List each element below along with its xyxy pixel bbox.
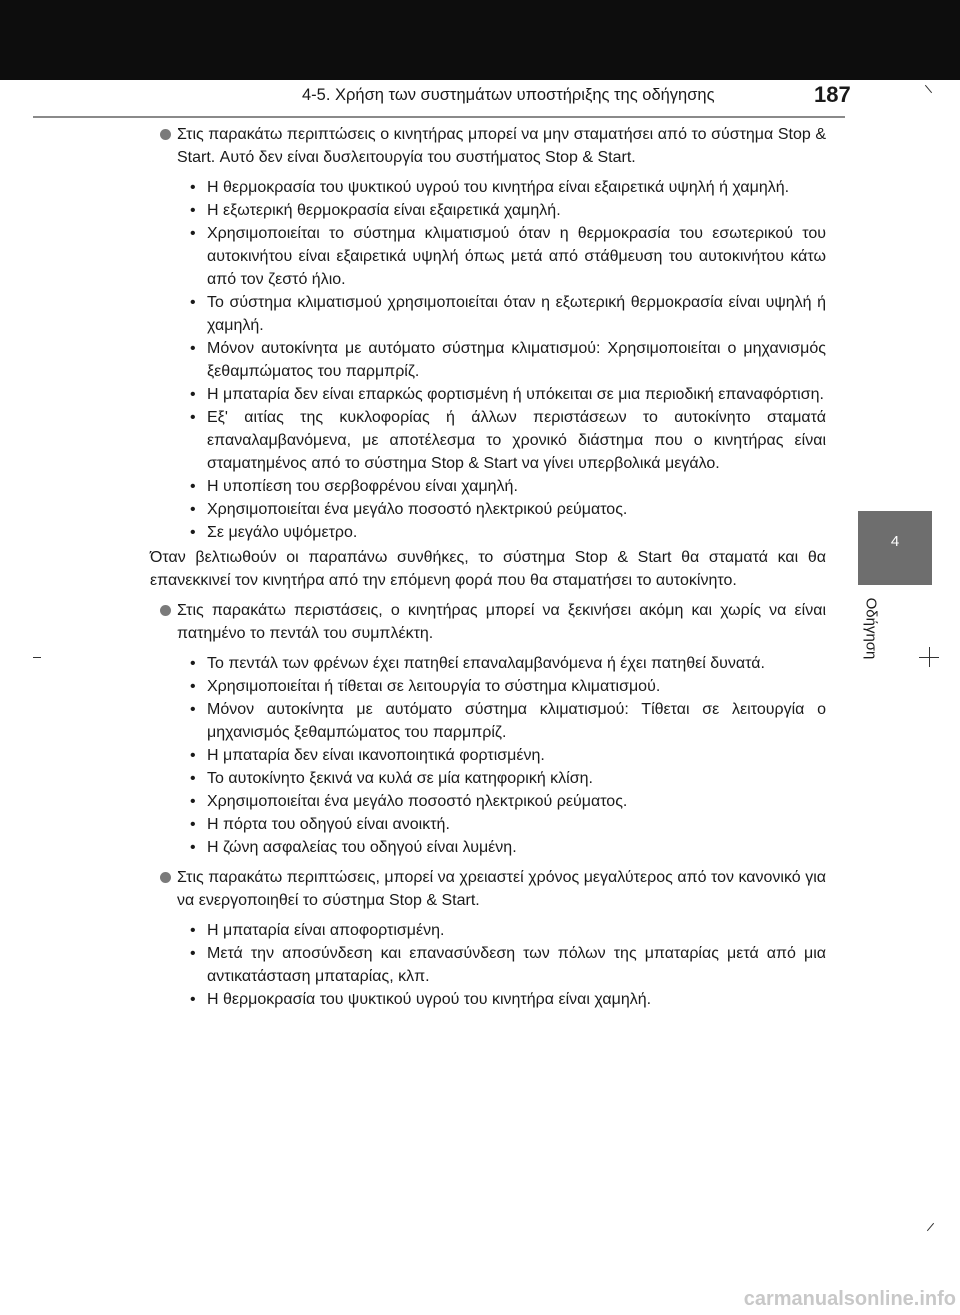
- chapter-label: Οδήγηση: [862, 597, 880, 660]
- list-item: • Χρησιμοποιείται το σύστημα κλιματισμού όταν η θερμοκρασία του εσωτερικού του αυτοκινήτου είναι εξαιρετικά υψηλή όπως μετά από στάθμευση του αυτοκινήτου κάτω από τον ζεστό ήλιο.: [190, 225, 826, 288]
- section-intro: Στις παρακάτω περιπτώσεις ο κινητήρας μπορεί να μην σταματήσει από το σύστημα Stop & Start. Αυτό δεν είναι δυσλειτουργία του συστήματος Stop & Start.: [177, 126, 826, 166]
- section-1: [150, 123, 826, 592]
- list-item: • Μετά την αποσύνδεση και επανασύνδεση των πόλων της μπαταρίας μετά από μια αντικατάσταση μπαταρίας, κλπ.: [190, 945, 826, 985]
- header-divider: [33, 116, 845, 118]
- watermark: carmanualsonline.info: [743, 1288, 956, 1310]
- page-number: 187: [814, 82, 851, 107]
- section-intro: Στις παρακάτω περιστάσεις, ο κινητήρας μπορεί να ξεκινήσει ακόμη και χωρίς να είναι πατημένο το πεντάλ του συμπλέκτη.: [177, 602, 826, 642]
- list-item: • Μόνον αυτοκίνητα με αυτόματο σύστημα κλιματισμού: Χρησιμοποιείται ο μηχανισμός ξεθαμπώματος του παρμπρίζ.: [190, 340, 826, 380]
- list-item: • Η ζώνη ασφαλείας του οδηγού είναι λυμένη.: [190, 839, 517, 856]
- list-item: • Η μπαταρία είναι αποφορτισμένη.: [190, 922, 445, 939]
- condition-list: [177, 919, 826, 1011]
- chapter-tab: [858, 511, 932, 585]
- list-item: • Η μπαταρία δεν είναι επαρκώς φορτισμένη ή υπόκειται σε μια περιοδική επαναφόρτιση.: [190, 386, 824, 403]
- crop-mark: [927, 1223, 934, 1231]
- section-outro: Όταν βελτιωθούν οι παραπάνω συνθήκες, το σύστημα Stop & Start θα σταματά και θα επανεκκινεί τον κινητήρα από την επόμενη φορά που θα σταματήσει το αυτοκίνητο.: [150, 549, 826, 589]
- list-item: • Η υποπίεση του σερβοφρένου είναι χαμηλή.: [190, 478, 518, 495]
- list-item: • Το αυτοκίνητο ξεκινά να κυλά σε μία κατηφορική κλίση.: [190, 770, 593, 787]
- list-item: • Η πόρτα του οδηγού είναι ανοικτή.: [190, 816, 450, 833]
- round-bullet-icon: [160, 605, 171, 616]
- section-intro: Στις παρακάτω περιπτώσεις, μπορεί να χρειαστεί χρόνος μεγαλύτερος από τον κανονικό για να ενεργοποιηθεί το σύστημα Stop & Start.: [177, 869, 826, 909]
- list-item: • Χρησιμοποιείται ή τίθεται σε λειτουργία το σύστημα κλιματισμού.: [190, 678, 661, 695]
- list-item: • Μόνον αυτοκίνητα με αυτόματο σύστημα κλιματισμού: Τίθεται σε λειτουργία ο μηχανισμός ξεθαμπώματος του παρμπρίζ.: [190, 701, 826, 741]
- round-bullet-icon: [160, 129, 171, 140]
- top-black-band: [0, 0, 960, 80]
- list-item: • Χρησιμοποιείται ένα μεγάλο ποσοστό ηλεκτρικού ρεύματος.: [190, 793, 628, 810]
- page-body: [150, 123, 826, 1011]
- list-item: • Σε μεγάλο υψόμετρο.: [190, 524, 358, 541]
- section-2: [160, 599, 826, 859]
- chapter-number: 4: [890, 533, 900, 550]
- crop-mark: [925, 85, 932, 93]
- condition-list: [177, 176, 826, 544]
- crop-mark: [33, 657, 41, 658]
- list-item: • Η θερμοκρασία του ψυκτικού υγρού του κινητήρα είναι χαμηλή.: [190, 991, 652, 1008]
- list-item: • Χρησιμοποιείται ένα μεγάλο ποσοστό ηλεκτρικού ρεύματος.: [190, 501, 628, 518]
- list-item: • Η μπαταρία δεν είναι ικανοποιητικά φορτισμένη.: [190, 747, 545, 764]
- list-item: • Η εξωτερική θερμοκρασία είναι εξαιρετικά χαμηλή.: [190, 202, 561, 219]
- section-3: [160, 866, 826, 1011]
- list-item: • Η θερμοκρασία του ψυκτικού υγρού του κινητήρα είναι εξαιρετικά υψηλή ή χαμηλή.: [190, 179, 790, 196]
- list-item: • Εξ' αιτίας της κυκλοφορίας ή άλλων περιστάσεων το αυτοκίνητο σταματά επαναλαμβανόμενα, με αποτέλεσμα το χρονικό διάστημα που ο κινητήρας είναι σταματημένος από το σύστημα Stop & Start να γίνει υπερβολικά μεγάλο.: [190, 409, 826, 472]
- crop-mark: [929, 647, 930, 667]
- round-bullet-icon: [160, 872, 171, 883]
- section-header: 4-5. Χρήση των συστημάτων υποστήριξης της οδήγησης: [302, 86, 715, 104]
- list-item: • Το πεντάλ των φρένων έχει πατηθεί επαναλαμβανόμενα ή έχει πατηθεί δυνατά.: [190, 655, 765, 672]
- list-item: • Το σύστημα κλιματισμού χρησιμοποιείται όταν η εξωτερική θερμοκρασία είναι υψηλή ή χαμηλή.: [190, 294, 826, 334]
- condition-list: [177, 652, 826, 859]
